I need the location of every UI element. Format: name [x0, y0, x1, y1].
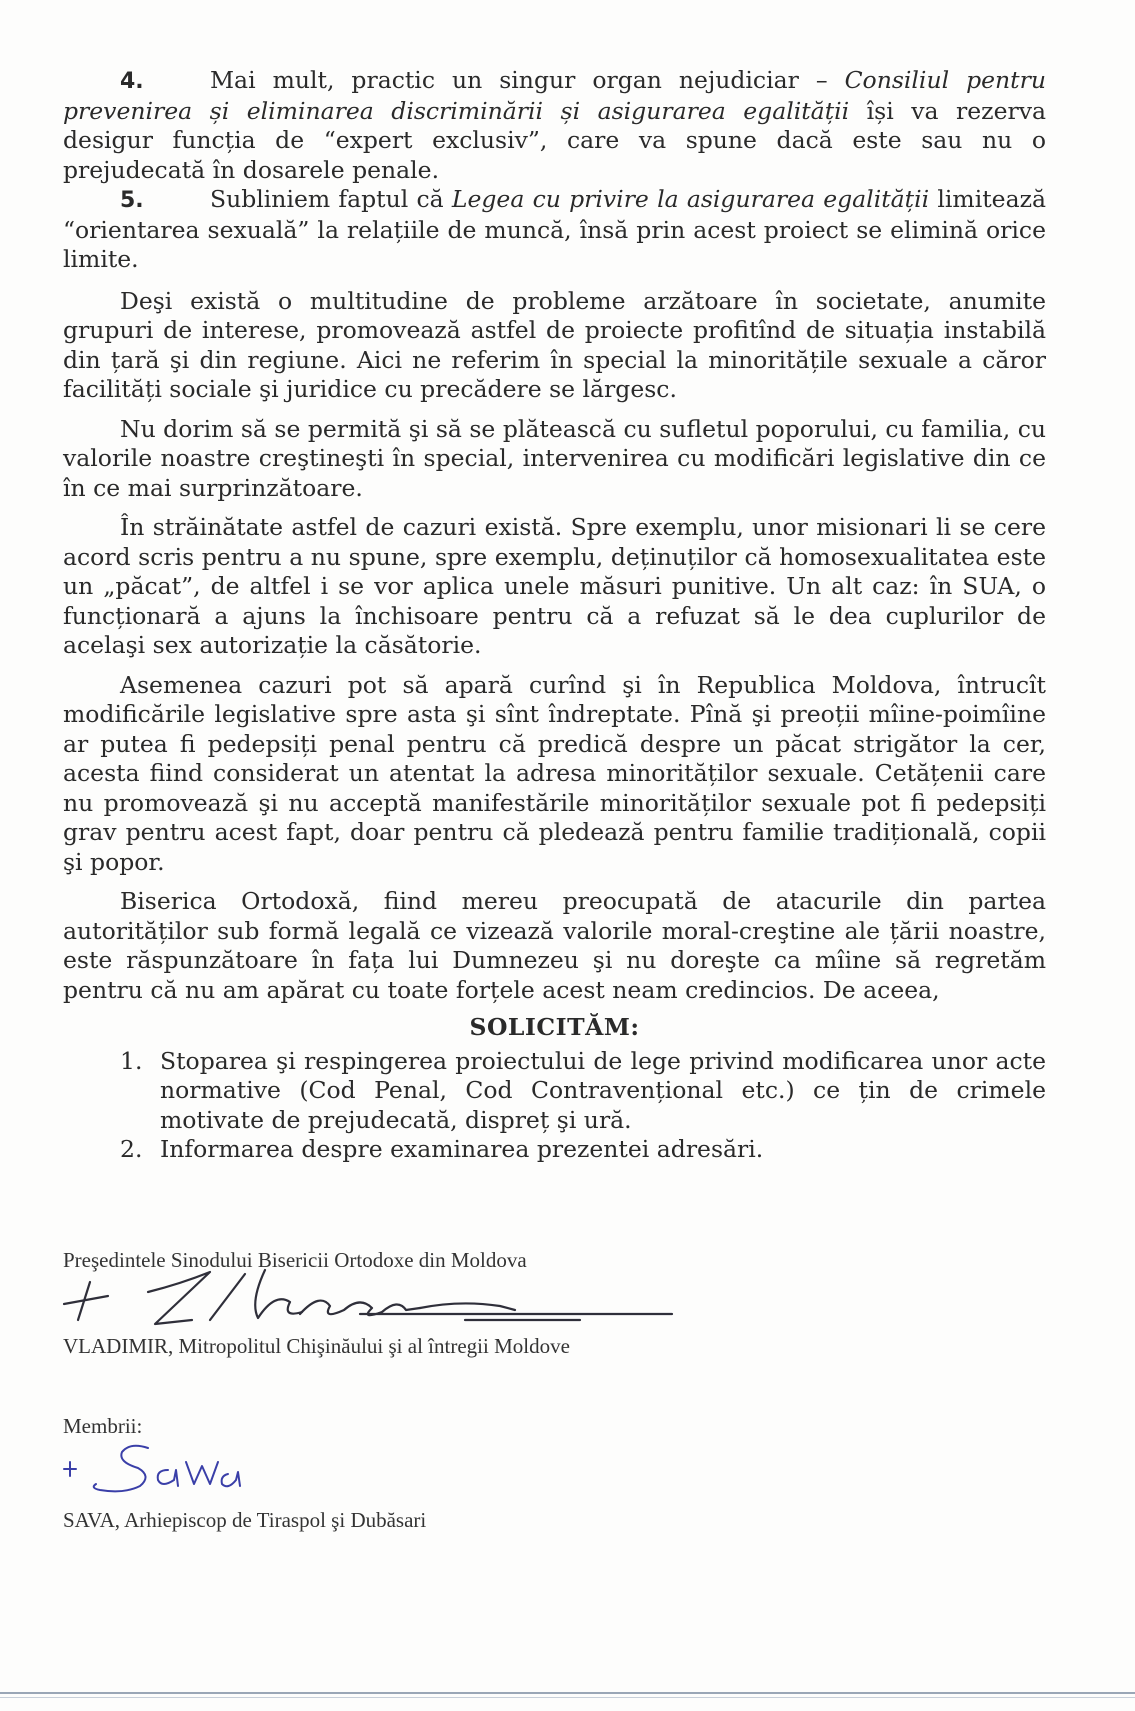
members-label: Membrii: — [63, 1414, 143, 1438]
document-body — [63, 66, 1046, 1165]
list-item — [63, 1047, 1046, 1136]
requests-list — [63, 1047, 1046, 1165]
list-item-text: Informarea despre examinarea prezentei adresări. — [160, 1135, 764, 1163]
numbered-item-4 — [63, 66, 1046, 185]
footer-rule — [0, 1697, 1135, 1698]
paragraph: Asemenea cazuri pot să apară curînd şi în Republica Moldova, întrucît modificările legislative spre asta şi sînt îndreptate. Pînă şi preoții mîine-poimîine ar putea fi pedepsiți penal pentru că predică despre un păcat strigător la cer, acesta fiind considerat un atentat la adresa minorităților sexuale. Cetățenii care nu promovează şi nu acceptă manifestările minorităților sexuale pot fi pedepsiți grav pentru acest fapt, doar pentru că pledează pentru familie tradițională, copii şi popor. — [63, 670, 1046, 876]
item-text: își va rezerva desigur funcția de “expert exclusiv”, care va spune dacă este sau nu o prejudecată în dosarele penale. — [63, 96, 1046, 184]
president-name: VLADIMIR, Mitropolitul Chişinăului şi al întregii Moldove — [63, 1334, 570, 1358]
member-name: SAVA, Arhiepiscop de Tiraspol şi Dubăsari — [63, 1508, 427, 1532]
president-title: Preşedintele Sinodului Bisericii Ortodoxe din Moldova — [63, 1248, 527, 1272]
paragraph: În străinătate astfel de cazuri există. Spre exemplu, unor misionari li se cere acord scris pentru a nu spune, spre exemplu, deținuților că homosexualitatea este un „păcat”, de altfel i se vor aplica unele măsuri punitive. Un alt caz: în SUA, o funcționară a ajuns la închisoare pentru că a refuzat să le dea cuplurilor de acelaşi sex autorizație la căsătorie. — [63, 513, 1046, 659]
requests-heading: SOLICITĂM: — [469, 1013, 640, 1041]
paragraph: Biserica Ortodoxă, fiind mereu preocupată de atacurile din partea autorităților sub formă legală ce vizează valorile moral-creştine ale țării noastre, este răspunzătoare în fața lui Dumnezeu şi nu doreşte ca mîine să regretăm pentru că nu am apărat cu toate forțele acest neam credincios. De aceea, — [63, 887, 1046, 1004]
footer-rule — [0, 1692, 1135, 1694]
item-italic-text: Legea cu privire la asigurarea egalității — [451, 185, 930, 213]
list-item-text: Stoparea şi respingerea proiectului de lege privind modificarea unor acte normative (Cod Penal, Cod Contravențional etc.) ce țin de crimele motivate de prejudecată, dispreț şi ură. — [160, 1046, 1046, 1134]
item-text: Mai mult, practic un singur organ nejudiciar – — [210, 66, 845, 94]
item-italic-text: Consiliul pentru prevenirea și eliminarea discriminării și asigurarea egalității — [63, 66, 1046, 125]
item-text: Subliniem faptul că — [210, 185, 452, 213]
list-item — [63, 1135, 1046, 1165]
list-item-number: 2. — [120, 1135, 143, 1163]
item-number: 4. — [120, 69, 144, 94]
numbered-item-5 — [63, 185, 1046, 275]
item-text: limitează “orientarea sexuală” la relațiile de muncă, însă prin acest proiect se elimină orice limite. — [63, 185, 1046, 273]
member-signature — [60, 1440, 290, 1508]
list-item-number: 1. — [120, 1046, 143, 1075]
paragraph: Nu dorim să se permită şi să se plătească cu sufletul poporului, cu familia, cu valorile noastre creştineşti în special, intervenirea cu modificări legislative din ce în ce mai surprinzătoare. — [63, 414, 1046, 502]
president-signature — [60, 1262, 680, 1332]
item-number: 5. — [120, 188, 144, 213]
paragraph: Deşi există o multitudine de probleme arzătoare în societate, anumite grupuri de interese, promovează astfel de proiecte profitînd de situația instabilă din țară şi din regiune. Aici ne referim în special la minoritățile sexuale a căror facilități sociale şi juridice cu precădere se lărgesc. — [63, 286, 1046, 403]
